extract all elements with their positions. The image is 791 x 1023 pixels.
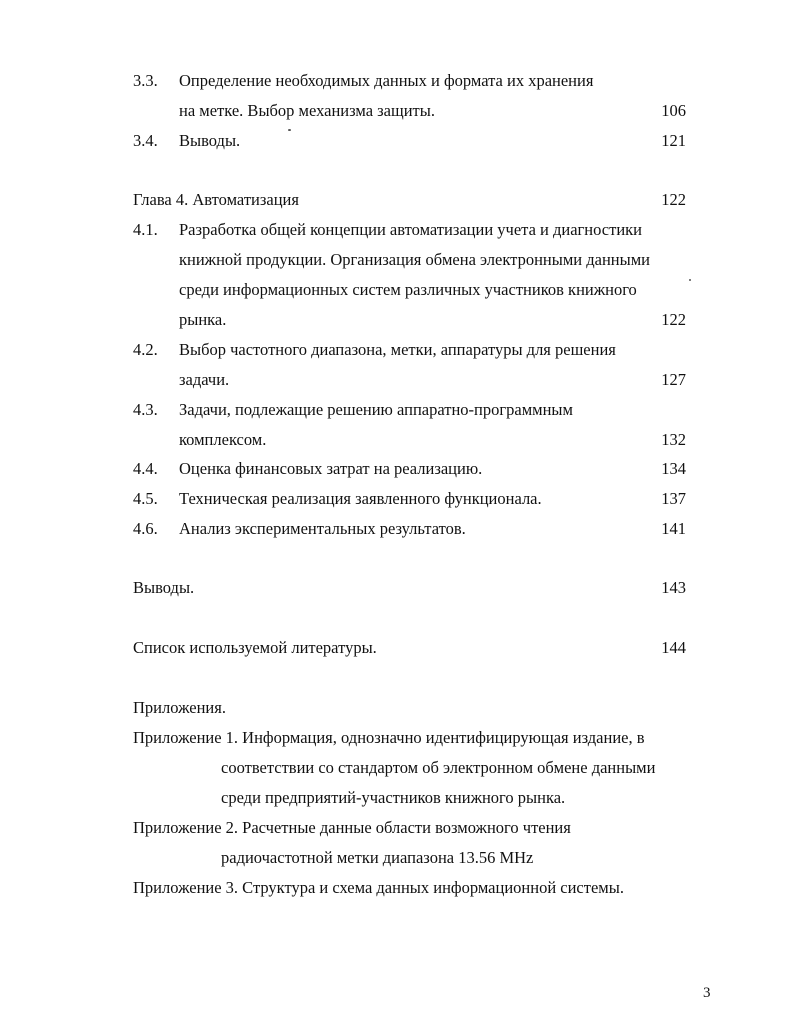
scan-speck (288, 129, 291, 131)
toc-page-4-4: 134 (661, 459, 686, 478)
toc-chapter-4-page: 122 (661, 190, 686, 209)
toc-appendix-3-line1: Приложение 3. Структура и схема данных информационной системы. (133, 878, 624, 897)
toc-literature-title: Список используемой литературы. (133, 638, 377, 657)
toc-page-4-2: 127 (661, 370, 686, 389)
toc-title-4-3-line1: Задачи, подлежащие решению аппаратно-программным (179, 400, 573, 419)
toc-literature-page: 144 (661, 638, 686, 657)
toc-number-4-4: 4.4. (133, 459, 158, 478)
toc-page-3-3: 106 (661, 101, 686, 120)
toc-appendix-1-line3: среди предприятий-участников книжного рынка. (221, 788, 566, 807)
toc-number-4-1: 4.1. (133, 220, 158, 239)
toc-page-4-6: 141 (661, 519, 686, 538)
toc-title-4-6: Анализ экспериментальных результатов. (179, 519, 466, 538)
page-number: 3 (703, 985, 711, 1001)
toc-title-4-1-line3: среди информационных систем различных участников книжного (179, 280, 637, 299)
toc-page-3-4: 121 (661, 131, 686, 150)
toc-title-4-1-line2: книжной продукции. Организация обмена электронными данными (179, 250, 650, 269)
toc-number-3-4: 3.4. (133, 131, 158, 150)
toc-number-4-5: 4.5. (133, 489, 158, 508)
toc-number-4-6: 4.6. (133, 519, 158, 538)
toc-appendix-2-line1: Приложение 2. Расчетные данные области возможного чтения (133, 818, 571, 837)
toc-number-4-3: 4.3. (133, 400, 158, 419)
toc-appendix-1-line1: Приложение 1. Информация, однозначно идентифицирующая издание, в (133, 728, 645, 747)
toc-appendix-1-line2: соответствии со стандартом об электронном обмене данными (221, 758, 656, 777)
toc-number-3-3: 3.3. (133, 71, 158, 90)
toc-title-4-4: Оценка финансовых затрат на реализацию. (179, 459, 483, 478)
toc-title-4-1-line4: рынка. (179, 310, 227, 329)
toc-appendix-2-line2: радиочастотной метки диапазона 13.56 MHz (221, 848, 534, 867)
toc-title-3-4: Выводы. (179, 131, 241, 150)
toc-page-4-3: 132 (661, 430, 686, 449)
toc-title-4-3-line2: комплексом. (179, 430, 267, 449)
toc-title-4-1-line1: Разработка общей концепции автоматизации учета и диагностики (179, 220, 642, 239)
toc-title-3-3-line1: Определение необходимых данных и формата их хранения (179, 71, 594, 90)
toc-page-4-1: 122 (661, 310, 686, 329)
toc-title-4-5: Техническая реализация заявленного функционала. (179, 489, 542, 508)
toc-chapter-4-title: Глава 4. Автоматизация (133, 190, 299, 209)
toc-number-4-2: 4.2. (133, 340, 158, 359)
toc-conclusions-page: 143 (661, 578, 686, 597)
toc-conclusions-title: Выводы. (133, 578, 195, 597)
toc-title-3-3-line2: на метке. Выбор механизма защиты. (179, 101, 435, 120)
toc-page-4-5: 137 (661, 489, 686, 508)
toc-title-4-2-line1: Выбор частотного диапазона, метки, аппаратуры для решения (179, 340, 616, 359)
toc-appendices-heading: Приложения. (133, 698, 226, 717)
toc-title-4-2-line2: задачи. (179, 370, 230, 389)
scan-speck (689, 279, 691, 281)
